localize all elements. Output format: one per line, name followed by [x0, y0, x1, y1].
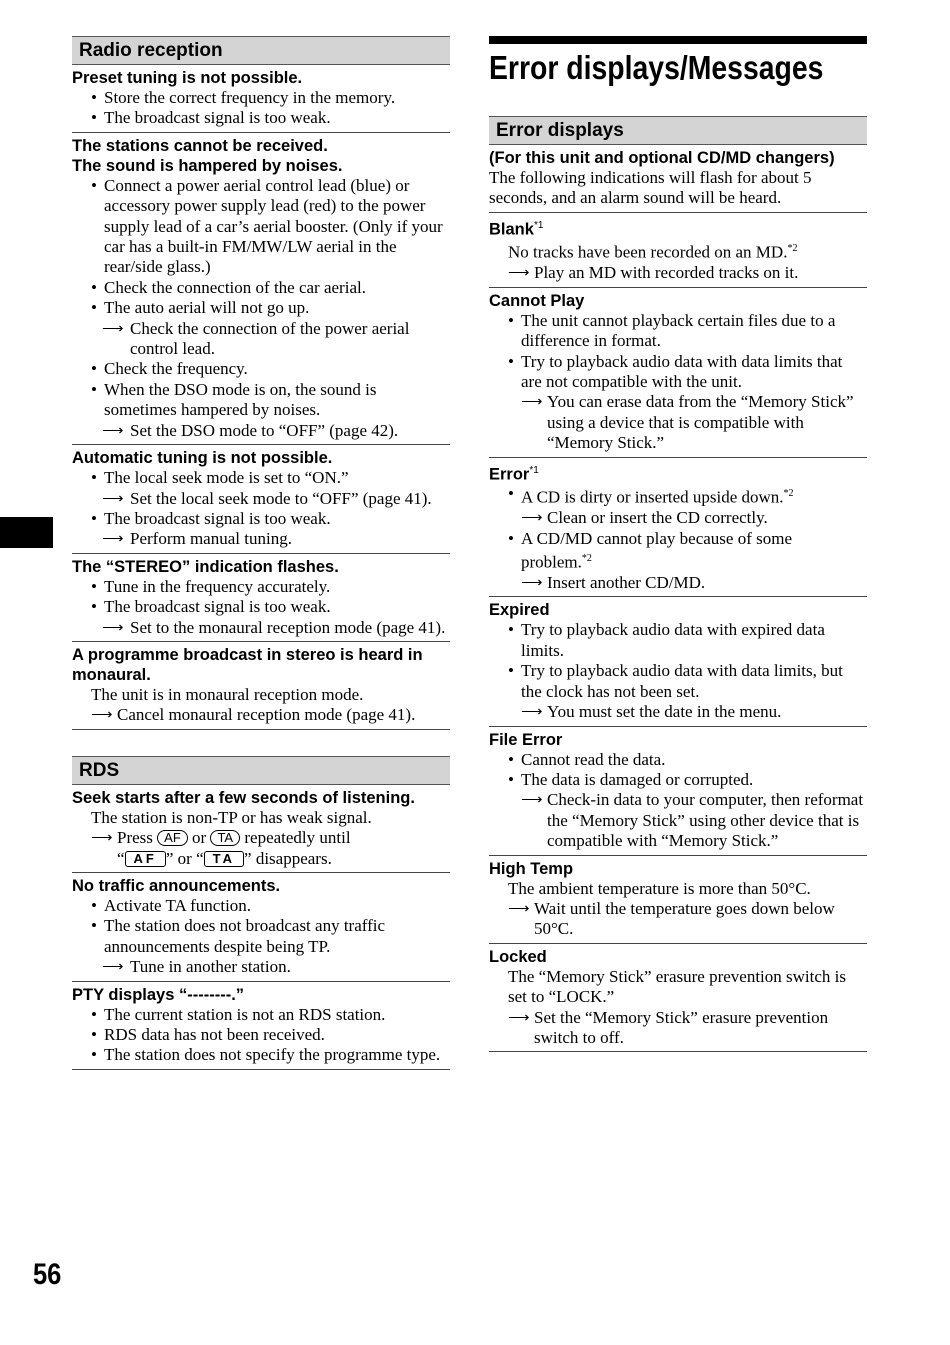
topic-title: A programme broadcast in stereo is heard in monaural. [72, 645, 423, 684]
topic-title: The “STEREO” indication flashes. [72, 557, 339, 576]
section-tab-marker [0, 517, 53, 548]
topic-no-traffic [72, 873, 450, 982]
arrow-right-icon: ⟶ [102, 959, 124, 976]
right-column [489, 36, 867, 1052]
af-button-icon: AF [157, 830, 188, 846]
topic-title: PTY displays “--------.” [72, 985, 245, 1004]
bullet-item: • The current station is not an RDS station. [72, 1005, 450, 1025]
bullet-item: • A CD is dirty or inserted upside down.$^{*2}$ [489, 484, 867, 508]
bullet-item: • The station does not specify the programme type. [72, 1045, 450, 1065]
message-title: Cannot Play [489, 291, 585, 310]
arrow-right-icon: ⟶ [521, 704, 543, 721]
message-locked [489, 944, 867, 1053]
message-title: File Error [489, 730, 563, 749]
bullet-item: • Store the correct frequency in the memory. [72, 88, 450, 108]
intro-text: The following indications will flash for about 5 seconds, and an alarm sound will be heard. [489, 168, 812, 208]
remedy-item: ⟶ You must set the date in the menu. [521, 702, 782, 722]
page-number: 56 [33, 1258, 62, 1291]
body-text: No tracks have been recorded on an MD.$^{*2}$ [508, 242, 798, 262]
arrow-right-icon: ⟶ [102, 531, 124, 548]
arrow-right-icon: ⟶ [102, 320, 124, 337]
message-title: Blank$^{*1}$ [489, 219, 544, 239]
arrow-right-icon: ⟶ [102, 490, 124, 507]
body-text: The ambient temperature is more than 50°C. [508, 878, 811, 898]
message-title: High Temp [489, 859, 574, 878]
message-title: Expired [489, 601, 550, 620]
left-column [72, 36, 450, 1070]
topic-title: Seek starts after a few seconds of listening. [72, 788, 415, 807]
arrow-right-icon: ⟶ [521, 510, 543, 527]
remedy-item: ⟶ Wait until the temperature goes down below 50°C. [508, 898, 835, 939]
af-display-icon: AF [125, 851, 166, 867]
topic-title: Preset tuning is not possible. [72, 69, 303, 87]
bullet-item: • Cannot read the data. [489, 750, 867, 770]
remedy-item: ⟶ Clean or insert the CD correctly. [521, 508, 768, 528]
remedy-item: ⟶ Insert another CD/MD. [521, 573, 706, 593]
body-text: The “Memory Stick” erasure prevention switch is set to “LOCK.” [508, 966, 847, 1007]
remedy-item: ⟶ You can erase data from the “Memory Stick” using a device that is compatible with “Memory Stick.” [521, 392, 854, 453]
bullet-item: • Tune in the frequency accurately. [72, 577, 450, 597]
bullet-item: • Try to playback audio data with data limits, but the clock has not been set. [489, 661, 867, 702]
topic-title: Automatic tuning is not possible. [72, 449, 333, 468]
remedy-item: ⟶ Play an MD with recorded tracks on it. [508, 263, 799, 283]
body-text: The station is non-TP or has weak signal. [91, 807, 372, 827]
intro [489, 145, 867, 213]
remedy-item: ⟶ Check the connection of the power aerial control lead. [102, 318, 410, 359]
bullet-item: • Check the connection of the car aerial. [72, 278, 450, 298]
topic-stereo-flashes [72, 554, 450, 642]
section-heading-error-displays: Error displays [489, 116, 867, 145]
remedy-item: ⟶ Set the “Memory Stick” erasure prevention switch to off. [508, 1007, 829, 1047]
topic-stations-not-received [72, 133, 450, 445]
topic-preset-tuning [72, 65, 450, 133]
bullet-item: • The station does not broadcast any traffic announcements despite being TP. [72, 916, 450, 957]
bullet-item: • The auto aerial will not go up. [72, 298, 450, 318]
topic-pty-displays [72, 982, 450, 1070]
topic-title: The sound is hampered by noises. [72, 156, 343, 175]
remedy-item: ⟶ Cancel monaural reception mode (page 41). [91, 705, 416, 725]
arrow-right-icon: ⟶ [102, 422, 124, 439]
bullet-item: • The data is damaged or corrupted. [489, 770, 867, 790]
bullet-item: • The local seek mode is set to “ON.” [72, 468, 450, 488]
bullet-item: • Try to playback audio data with expired data limits. [489, 620, 867, 661]
bullet-item: • The broadcast signal is too weak. [72, 597, 450, 617]
arrow-right-icon: ⟶ [102, 619, 124, 636]
remedy-item: ⟶ Tune in another station. [102, 957, 291, 977]
message-title: Error$^{*1}$ [489, 464, 539, 484]
section-heading-radio-reception: Radio reception [72, 36, 450, 65]
message-high-temp [489, 856, 867, 944]
page-title: Error displays/Messages [489, 49, 824, 86]
remedy-item: ⟶ Set the local seek mode to “OFF” (page 41). [102, 488, 432, 508]
arrow-right-icon: ⟶ [91, 830, 113, 847]
remedy-item: ⟶ Set the DSO mode to “OFF” (page 42). [102, 420, 399, 440]
topic-title: No traffic announcements. [72, 876, 281, 895]
topic-automatic-tuning [72, 445, 450, 554]
arrow-right-icon: ⟶ [508, 1009, 530, 1026]
bullet-item: • Check the frequency. [72, 359, 450, 379]
arrow-right-icon: ⟶ [508, 265, 530, 282]
topic-stereo-heard-monaural [72, 642, 450, 730]
message-cannot-play [489, 288, 867, 458]
message-expired [489, 597, 867, 726]
bullet-item: • The broadcast signal is too weak. [72, 509, 450, 529]
bullet-item: • A CD/MD cannot play because of some problem.$^{*2}$ [489, 529, 867, 573]
message-file-error [489, 727, 867, 856]
ta-display-icon: TA [204, 851, 244, 867]
message-error [489, 458, 867, 598]
section-heading-rds: RDS [72, 756, 450, 785]
bullet-item: • Try to playback audio data with data limits that are not compatible with the unit. [489, 352, 867, 393]
topic-title: The stations cannot be received. [72, 136, 328, 155]
bullet-item: • The broadcast signal is too weak. [72, 108, 450, 128]
arrow-right-icon: ⟶ [521, 575, 543, 592]
arrow-right-icon: ⟶ [521, 792, 543, 809]
message-title: Locked [489, 947, 547, 966]
bullet-item: • RDS data has not been received. [72, 1025, 450, 1045]
remedy-item: ⟶ Check-in data to your computer, then reformat the “Memory Stick” using other device that is compatible with “Memory Stick.” [521, 790, 864, 851]
page-title-block [489, 36, 867, 88]
intro-title: (For this unit and optional CD/MD changers) [489, 149, 835, 167]
arrow-right-icon: ⟶ [508, 900, 530, 917]
arrow-right-icon: ⟶ [91, 707, 113, 724]
remedy-item: ⟶ Perform manual tuning. [102, 529, 292, 549]
ta-button-icon: TA [210, 830, 240, 846]
remedy-item: ⟶ Set to the monaural reception mode (page 41). [102, 617, 446, 637]
bullet-item: • Connect a power aerial control lead (blue) or accessory power supply lead (red) to the power supply lead of a car’s aerial booster. (Only if your car has a built-in FM/MW/LW aerial in the rear/side glass.) [72, 176, 450, 278]
bullet-item: • The unit cannot playback certain files due to a difference in format. [489, 311, 867, 352]
remedy-item: ⟶ Press AF or TA repeatedly until “ AF ” or “ TA ” disappears. [91, 828, 351, 868]
arrow-right-icon: ⟶ [521, 394, 543, 411]
bullet-item: • Activate TA function. [72, 896, 450, 916]
bullet-item: • When the DSO mode is on, the sound is sometimes hampered by noises. [72, 380, 450, 421]
body-text: The unit is in monaural reception mode. [91, 684, 364, 704]
message-blank [489, 213, 867, 288]
topic-seek-starts [72, 785, 450, 873]
